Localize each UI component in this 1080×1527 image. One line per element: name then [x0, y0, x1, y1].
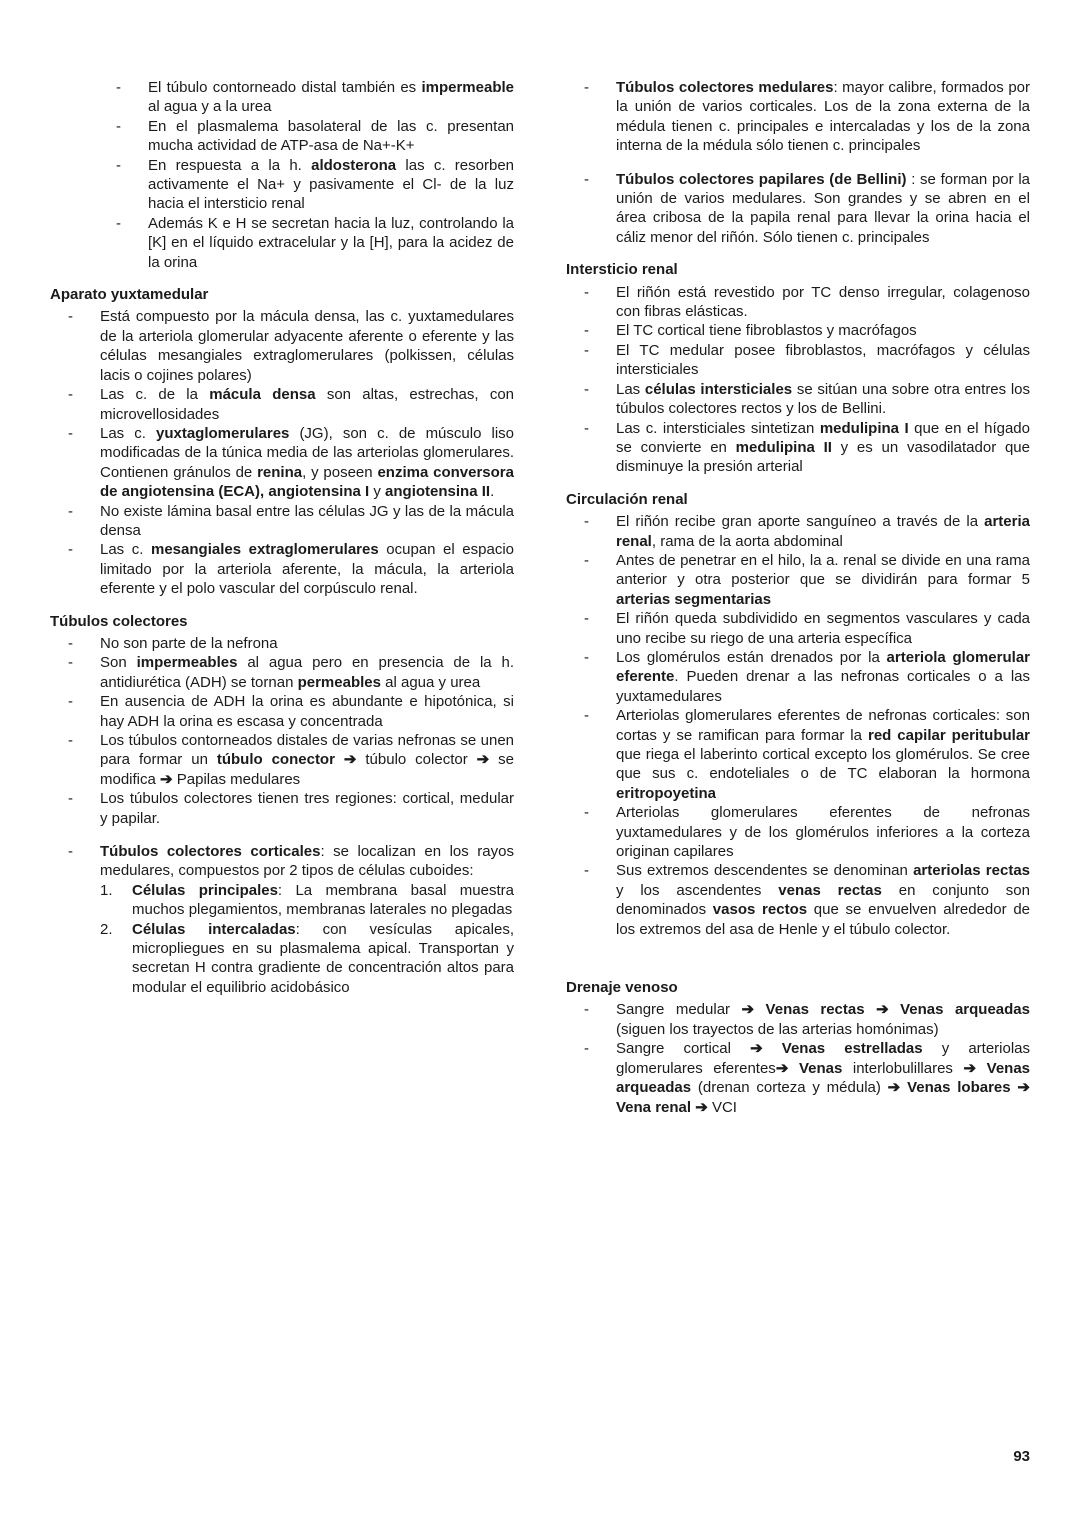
- item-text: [616, 322, 917, 339]
- bold-text-run: medulipina I: [819, 419, 909, 437]
- list-item: [50, 78, 514, 117]
- spacer: [566, 939, 1030, 965]
- list-item: [566, 648, 1030, 706]
- text-run: (siguen los trayectos de las arterias homónimas): [616, 1020, 939, 1038]
- item-text: [148, 157, 514, 213]
- text-run: [763, 1040, 782, 1057]
- item-text: [616, 284, 1030, 320]
- bold-text-run: vasos rectos: [712, 901, 808, 919]
- text-run: .: [490, 483, 495, 501]
- text-run: y los ascendentes: [616, 881, 779, 899]
- bold-text-run: ➔: [775, 1059, 789, 1077]
- list-marker: -: [116, 79, 121, 96]
- bold-text-run: ➔: [887, 1079, 901, 1097]
- text-run: En el plasmalema basolateral de las c. presentan mucha actividad de ATP-asa de Na+-K+: [148, 117, 514, 155]
- bold-text-run: mácula densa: [209, 386, 316, 404]
- text-run: (drenan corteza y médula): [691, 1079, 888, 1097]
- item-text: [100, 635, 278, 652]
- list-marker: -: [68, 502, 73, 520]
- list-item: [50, 307, 514, 385]
- bold-text-run: arterias segmentarias: [616, 590, 772, 608]
- bold-text-run: ➔: [750, 1040, 763, 1058]
- bold-text-run: ➔: [476, 751, 490, 769]
- text-run: Además K e H se secretan hacia la luz, controlando la [K] en el líquido extracelular y la [H], para la acidez de la orina: [148, 214, 514, 271]
- text-run: en conjunto son denominados: [616, 881, 1030, 919]
- text-run: . Pueden drenar a las nefronas corticales o a las yuxtamedulares: [616, 668, 1030, 705]
- list-marker: -: [116, 117, 121, 135]
- list-marker: -: [68, 634, 73, 652]
- bold-text-run: ➔: [963, 1059, 977, 1077]
- bold-text-run: renina: [257, 463, 303, 481]
- text-run: El riñón recibe gran aporte sanguíneo a través de la: [616, 513, 985, 531]
- list-item: [566, 1039, 1030, 1117]
- list-item: [50, 842, 514, 881]
- list-item: [566, 380, 1030, 419]
- list-item: [50, 731, 514, 789]
- text-run: : mayor calibre, formados por la unión de varios corticales. Los de la zona externa de la médula tienen c. principales e intercaladas y los de la zona interna de la médula sólo tienen c. principales: [616, 79, 1031, 155]
- list-marker: 2.: [100, 920, 113, 938]
- text-run: El riñón está revestido por TC denso irregular, colagenoso con fibras elásticas.: [616, 283, 1030, 321]
- item-text: [616, 552, 1030, 608]
- list-marker: -: [68, 541, 73, 559]
- item-text: [100, 654, 514, 690]
- list-item: [566, 803, 1030, 861]
- section-heading: Aparato yuxtamedular: [50, 286, 209, 304]
- list-marker: -: [584, 1001, 589, 1019]
- list-marker: -: [68, 732, 73, 749]
- text-run: que se envuelven alrededor de los extremos del asa de Henle y el túbulo colector.: [616, 901, 1030, 938]
- text-run: El TC cortical tiene fibroblastos y macrófagos: [616, 322, 917, 340]
- section-heading: Túbulos colectores: [50, 612, 188, 630]
- item-text: [132, 921, 514, 996]
- text-run: , rama de la aorta abdominal: [651, 532, 843, 550]
- text-run: Los túbulos contorneados distales de varias nefronas se unen para formar un: [100, 732, 514, 769]
- list-marker: -: [116, 214, 121, 232]
- bold-text-run: ➔: [876, 1001, 889, 1019]
- text-run: [335, 751, 344, 768]
- item-text: [100, 732, 514, 788]
- list-marker: -: [116, 156, 121, 174]
- list-marker: -: [68, 843, 73, 861]
- list-marker: -: [584, 862, 589, 880]
- list-marker: 1.: [100, 881, 113, 899]
- text-run: El túbulo contorneado distal también es: [148, 79, 422, 96]
- list-item: [566, 551, 1030, 609]
- spacer: [50, 828, 514, 842]
- list-item: [566, 341, 1030, 380]
- list-marker: -: [584, 551, 589, 569]
- text-run: Arteriolas glomerulares eferentes de nefronas corticales: son cortas y se ramifican para formar la: [616, 707, 1030, 744]
- list-marker: -: [68, 386, 73, 404]
- bold-text-run: Células principales: [132, 881, 278, 899]
- text-run: que riega el laberinto cortical excepto los glomérulos. Se cree que sus c. endoteliales o de TC elaboran la hormona: [616, 746, 1030, 783]
- text-run: Está compuesto por la mácula densa, las c. yuxtamedulares de la arteriola glomerular adyacente aferente o eferente y las células mesangiales extraglomerulares (polkissen, células lacis o cojines polares): [100, 308, 514, 384]
- item-text: [100, 386, 514, 422]
- text-run: Sangre cortical: [616, 1040, 751, 1058]
- list-item: [50, 156, 514, 214]
- text-run: al agua pero en presencia de la h. antidiurética (ADH) se tornan: [100, 654, 515, 691]
- section-heading: Circulación renal: [566, 490, 688, 508]
- text-run: : se localizan en los rayos medulares, compuestos por 2 tipos de células cuboides:: [100, 843, 514, 880]
- text-run: [788, 1060, 799, 1077]
- list-marker: -: [68, 424, 73, 442]
- bold-text-run: arteriola glomerular eferente: [616, 648, 1030, 686]
- text-run: Sus extremos descendentes se denominan: [616, 862, 914, 880]
- bold-text-run: Venas arqueadas: [900, 1001, 1030, 1019]
- list-item: [566, 170, 1030, 248]
- list-marker: -: [584, 610, 589, 628]
- text-run: las c. resorben activamente el Na+ y pasivamente el Cl- de la luz hacia el intersticio renal: [148, 156, 514, 213]
- item-text: [616, 420, 1030, 476]
- bold-text-run: impermeables: [136, 654, 238, 672]
- text-run: : La membrana basal muestra muchos plegamientos, membranas laterales no plegadas: [132, 881, 514, 919]
- list-marker: -: [68, 308, 73, 326]
- text-run: No existe lámina basal entre las células JG y las de la mácula densa: [100, 502, 514, 539]
- item-text: [100, 503, 514, 539]
- text-run: Las: [616, 380, 645, 398]
- item-text: [616, 707, 1030, 802]
- bold-text-run: túbulo conector: [216, 751, 335, 769]
- list-marker: -: [584, 707, 589, 725]
- bold-text-run: impermeable: [421, 79, 514, 96]
- item-text: [148, 118, 514, 154]
- list-item: [50, 540, 514, 598]
- text-run: El TC medular posee fibroblastos, macrófagos y células intersticiales: [616, 341, 1030, 379]
- list-item: [50, 502, 514, 541]
- item-text: [148, 215, 514, 271]
- bold-text-run: mesangiales extraglomerulares: [151, 541, 379, 559]
- list-marker: -: [584, 419, 589, 437]
- item-text: [616, 1040, 1030, 1115]
- bold-text-run: yuxtaglomerulares: [155, 424, 290, 442]
- text-run: Sangre medular: [616, 1001, 742, 1019]
- bold-text-run: enzima conversora de angiotensina (ECA), angiotensina I: [100, 463, 514, 501]
- numbered-item: [50, 920, 514, 998]
- list-marker: -: [584, 283, 589, 301]
- list-item: [566, 321, 1030, 340]
- item-text: [100, 541, 514, 597]
- list-item: [50, 634, 514, 653]
- text-run: que en el hígado se convierte en: [616, 419, 1030, 456]
- bold-text-run: Túbulos colectores medulares: [616, 79, 834, 96]
- list-marker: -: [584, 380, 589, 398]
- list-item: [566, 512, 1030, 551]
- bold-text-run: permeables: [297, 673, 381, 691]
- bold-text-run: Venas: [798, 1059, 843, 1077]
- text-run: VCI: [707, 1098, 737, 1116]
- text-run: No son parte de la nefrona: [100, 634, 278, 652]
- item-text: [100, 790, 514, 826]
- list-item: [50, 692, 514, 731]
- section-heading: Drenaje venoso: [566, 979, 678, 997]
- text-run: Las c. intersticiales sintetizan: [616, 419, 820, 437]
- item-text: [616, 649, 1030, 705]
- item-text: [616, 610, 1030, 646]
- item-text: [616, 381, 1030, 417]
- text-run: (JG), son c. de músculo liso modificadas de la túnica media de las arteriolas glomerulares. Contienen gránulos de: [100, 424, 514, 481]
- list-item: [50, 424, 514, 502]
- list-item: [50, 214, 514, 272]
- list-item: [50, 117, 514, 156]
- text-run: En respuesta a la h.: [148, 156, 312, 174]
- text-run: , y poseen: [302, 463, 378, 481]
- text-run: [889, 1001, 900, 1018]
- text-run: ocupan el espacio limitado por la arteriola aferente, la mácula, la arteriola eferente y el polo vascular del corpúsculo renal.: [100, 541, 514, 598]
- item-text: [616, 1001, 1030, 1037]
- item-text: [616, 342, 1030, 378]
- bold-text-run: Venas arqueadas: [616, 1059, 1031, 1097]
- item-text: [616, 804, 1030, 860]
- list-marker: -: [584, 648, 589, 666]
- text-run: son altas, estrechas, con microvellosidades: [100, 386, 515, 423]
- bold-text-run: Venas estrelladas: [781, 1040, 923, 1058]
- list-marker: -: [68, 654, 73, 672]
- text-run: interlobulillares: [842, 1059, 964, 1077]
- item-text: [100, 425, 514, 500]
- list-item: [50, 653, 514, 692]
- bold-text-run: ➔: [160, 770, 173, 788]
- list-item: [566, 78, 1030, 156]
- text-run: Son: [100, 654, 137, 672]
- list-marker: -: [584, 341, 589, 359]
- bold-text-run: ➔: [741, 1001, 755, 1019]
- list-marker: -: [584, 804, 589, 822]
- item-text: [616, 513, 1030, 549]
- numbered-item: [50, 881, 514, 920]
- bold-text-run: ➔: [1017, 1079, 1030, 1097]
- text-run: : con vesículas apicales, micropliegues en su plasmalema apical. Transportan y secretan H contra gradiente de concentración altos para modular el equilibrio acidobásico: [132, 920, 514, 996]
- text-run: se modifica: [100, 751, 514, 788]
- list-item: [566, 861, 1030, 939]
- text-run: Los túbulos colectores tienen tres regiones: cortical, medular y papilar.: [100, 790, 514, 827]
- text-run: [865, 1001, 876, 1018]
- bold-text-run: ➔: [695, 1098, 708, 1116]
- text-run: En ausencia de ADH la orina es abundante e hipotónica, si hay ADH la orina es escasa y concentrada: [100, 693, 514, 730]
- bold-text-run: Túbulos colectores papilares (de Bellini): [616, 170, 907, 188]
- bold-text-run: Vena renal: [616, 1098, 692, 1116]
- list-item: [50, 385, 514, 424]
- bold-text-run: células intersticiales: [644, 380, 793, 398]
- text-run: Arteriolas glomerulares eferentes de nefronas yuxtamedulares y de los glomérulos inferiores a la corteza originan capilares: [616, 804, 1030, 861]
- bold-text-run: aldosterona: [311, 156, 397, 174]
- item-text: [616, 79, 1030, 154]
- list-marker: -: [584, 513, 589, 531]
- item-text: [616, 862, 1030, 937]
- text-run: [754, 1001, 765, 1018]
- right-column: [566, 78, 1030, 1117]
- item-text: [148, 79, 514, 115]
- text-run: [976, 1060, 987, 1077]
- text-run: El riñón queda subdividido en segmentos vasculares y cada uno recibe su riego de una arteria específica: [616, 610, 1030, 647]
- text-run: : se forman por la unión de varios medulares. Son grandes y se abren en el área cribosa de la papila renal para llevar la orina hacia el cáliz menor del riñón. Sólo tienen c. principales: [616, 170, 1030, 246]
- bold-text-run: ➔: [343, 751, 357, 769]
- list-item: [566, 609, 1030, 648]
- text-run: Las c. de la: [100, 386, 210, 404]
- item-text: [100, 693, 514, 729]
- list-marker: -: [68, 693, 73, 711]
- bold-text-run: Células intercaladas: [132, 920, 296, 938]
- item-text: [132, 882, 514, 918]
- list-item: [50, 789, 514, 828]
- text-run: Las c.: [100, 424, 156, 442]
- page-number: 93: [1013, 1448, 1030, 1465]
- list-item: [566, 706, 1030, 803]
- text-run: Papilas medulares: [172, 770, 301, 788]
- list-item: [566, 283, 1030, 322]
- bold-text-run: eritropoyetina: [616, 784, 717, 802]
- section-heading: Intersticio renal: [566, 261, 678, 279]
- bold-text-run: angiotensina II: [385, 483, 491, 501]
- list-marker: -: [584, 170, 589, 188]
- bold-text-run: Venas rectas: [765, 1001, 865, 1019]
- text-run: al agua y urea: [380, 673, 481, 691]
- list-item: [566, 1000, 1030, 1039]
- list-item: [566, 419, 1030, 477]
- text-run: túbulo colector: [356, 751, 477, 769]
- bold-text-run: Túbulos colectores corticales: [100, 843, 321, 861]
- text-run: y es un vasodilatador que disminuye la presión arterial: [616, 438, 1030, 476]
- text-run: Las c.: [100, 541, 151, 559]
- left-column: [50, 78, 514, 1117]
- bold-text-run: Venas lobares: [907, 1079, 1011, 1097]
- text-run: se sitúan una sobre otra entres los túbulos colectores rectos y los de Bellini.: [616, 380, 1031, 418]
- text-run: Los glomérulos están drenados por la: [616, 648, 887, 666]
- bold-text-run: medulipina II: [735, 438, 832, 456]
- list-marker: -: [68, 790, 73, 808]
- list-marker: -: [584, 322, 589, 340]
- text-run: y: [369, 483, 386, 501]
- bold-text-run: venas rectas: [778, 881, 882, 899]
- text-run: y arteriolas glomerulares eferentes: [616, 1040, 1031, 1077]
- bold-text-run: red capilar peritubular: [867, 726, 1030, 744]
- text-run: Antes de penetrar en el hilo, la a. renal se divide en una rama anterior y otra posterior que se dividirán para formar 5: [616, 551, 1030, 589]
- item-text: [100, 843, 514, 879]
- bold-text-run: arteriolas rectas: [913, 862, 1031, 880]
- item-text: [100, 308, 514, 383]
- list-marker: -: [584, 1040, 589, 1058]
- spacer: [566, 156, 1030, 170]
- item-text: [616, 171, 1030, 246]
- list-marker: -: [584, 79, 589, 96]
- bold-text-run: arteria renal: [616, 513, 1030, 550]
- text-run: al agua y a la urea: [148, 98, 272, 116]
